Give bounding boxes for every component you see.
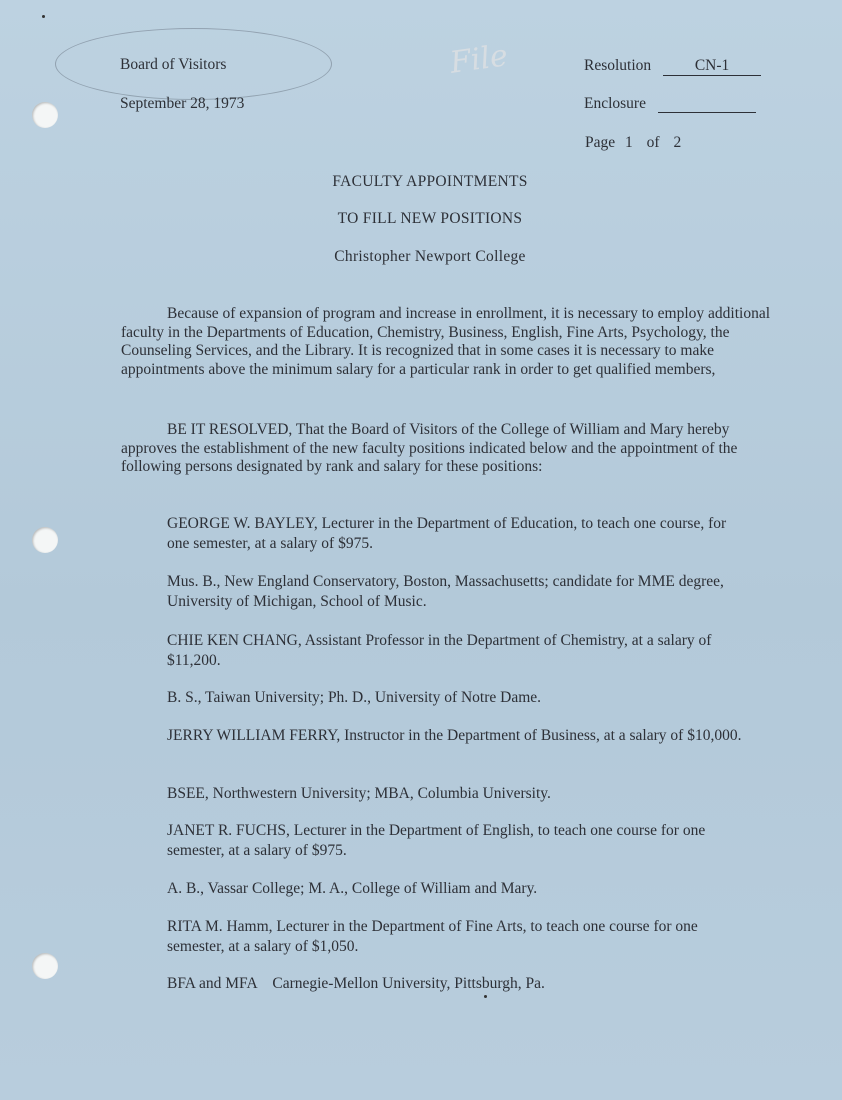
ink-speck <box>42 15 45 18</box>
credentials-hamm: BFA and MFA Carnegie-Mellon University, Pittsburgh, Pa. <box>167 975 545 992</box>
title-line-1: FACULTY APPOINTMENTS <box>332 173 528 190</box>
board-label: Board of Visitors <box>120 56 227 73</box>
ink-speck <box>484 995 487 998</box>
credentials-ferry: BSEE, Northwestern University; MBA, Columbia University. <box>167 785 551 802</box>
resolution-line <box>584 57 761 76</box>
resolution-label: Resolution <box>584 57 652 74</box>
appointment-fuchs: JANET R. FUCHS, Lecturer in the Department of English, to teach one course for one semester, at a salary of $975. <box>167 822 706 859</box>
punch-hole-top <box>32 102 58 128</box>
page-total: 2 <box>673 134 682 151</box>
enclosure-value <box>658 95 756 113</box>
intro-paragraph: Because of expansion of program and increase in enrollment, it is necessary to employ additional faculty in the Departments of Education, Chemistry, Business, English, Fine Arts, Psychology, the Counseling Services, and the Library. It is recognized that in some cases it is necessary to make appointments above the minimum salary for a particular rank in order to get qualified members, <box>121 305 771 378</box>
credentials-bayley: Mus. B., New England Conservatory, Boston, Massachusetts; candidate for MME degree, University of Michigan, School of Music. <box>167 573 724 610</box>
enclosure-line <box>584 95 756 113</box>
document-date: September 28, 1973 <box>120 95 245 112</box>
resolution-value: CN-1 <box>663 57 761 76</box>
appointment-bayley: GEORGE W. BAYLEY, Lecturer in the Department of Education, to teach one course, for one semester, at a salary of $975. <box>167 515 727 552</box>
page-number: 1 <box>625 134 633 151</box>
appointment-ferry: JERRY WILLIAM FERRY, Instructor in the Department of Business, at a salary of $10,000. <box>167 727 742 744</box>
punch-hole-bottom <box>32 953 58 979</box>
punch-hole-middle <box>32 527 58 553</box>
college-name: Christopher Newport College <box>334 248 526 265</box>
credentials-chang: B. S., Taiwan University; Ph. D., University of Notre Dame. <box>167 689 542 706</box>
appointment-hamm: RITA M. Hamm, Lecturer in the Department of Fine Arts, to teach one course for one semester, at a salary of $1,050. <box>167 918 698 955</box>
enclosure-label: Enclosure <box>584 95 646 112</box>
resolved-paragraph: BE IT RESOLVED, That the Board of Visitors of the College of William and Mary hereby approves the establishment of the new faculty positions indicated below and the appointment of the following persons designated by rank and salary for these positions: <box>121 421 738 475</box>
title-line-2: TO FILL NEW POSITIONS <box>337 210 523 227</box>
handwritten-note: File <box>447 38 510 81</box>
page-indicator <box>585 134 681 152</box>
page-label: Page <box>585 134 616 151</box>
page-of: of <box>646 134 660 151</box>
credentials-fuchs: A. B., Vassar College; M. A., College of William and Mary. <box>167 880 538 897</box>
appointment-chang: CHIE KEN CHANG, Assistant Professor in the Department of Chemistry, at a salary of $11,200. <box>167 632 712 669</box>
